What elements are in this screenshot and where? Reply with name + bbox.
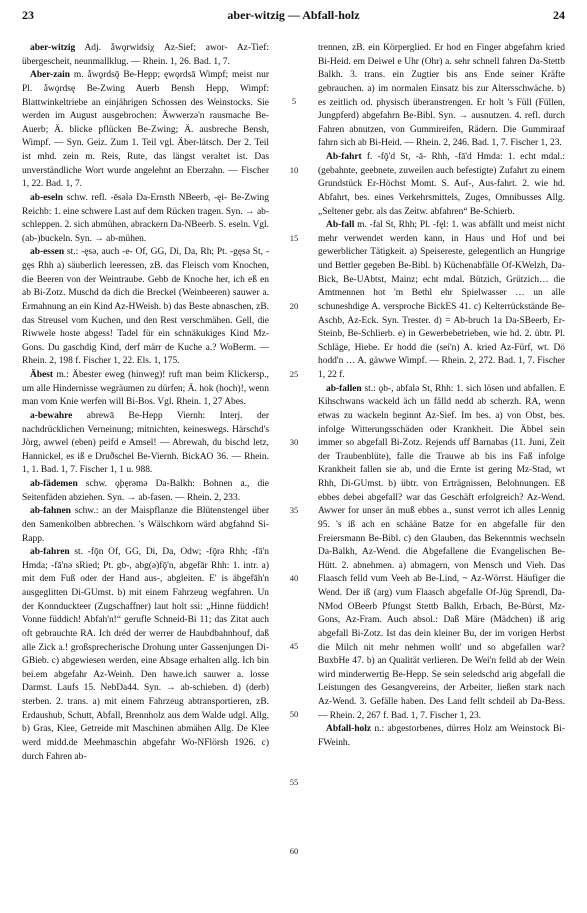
- entry-headword: ab-eseln: [30, 192, 64, 203]
- dictionary-entry: [22, 478, 269, 505]
- entry-body: st.: ǫb-, abfalǝ St, Rhh: 1. sich lösen und abfallen. E Kihschwans wackeld äch un fälld nedd ab scherzh. RA, wenn etwas zu wackeln beginnt Az-Sief. Im bes. a) von Obst, bes. infolge Witterungsschäden oder Krankheit. Die Äbbel sein immer so abgefall Bi-Zotz. Rejends uff Barnabas (11. Juni, Zeit der Traubenblüte), falle die Trauwe ab bis ins Faß infolge Krankheit fallen sie ab, und die Ernte ist gering Mz-Stad, wt Rhh, Di-GUmst. b) übtr. von Erträgnissen, Belohnungen. Eß ebbes debei abgefall? war das Geschäft erfolgreich? Az-Wend. Awwer for unser än muß ebbes a., sunst verrot ich alles Lennig 95. 's iß ach en schääne Batze for en abgefalle für den Freiersmann Be-Bibl. c) den Glauben, das Bekenntnis wechseln Da-Balkh, Az-Wend. die Abgefallene die Evangelischen Be-Hütt. 2. abnehmen. a) abmagern, von Mensch und Vieh. Das Flaasch felld vum Veeh ab Be-Lind, ~ Az-Wörrst. Häufiger die Wend. Der iß (arg) vum Flaasch abgefalle Of-Jüg Sprendl, Da-NMod OBeerb Pfungst Stettb Balkh, Erbach, Be-Bürst, Mz-Gons, Az-Fram. Auch absol.: Daß Märe (Mädchen) iß arig abgefall Bi-Zotz. Ist das dein kleiner Bu, der im vorigen Herbst die Milch nit mehr nehmen wollt' und so abgefallen war? BuxbHe 47. b) an Qualität verlieren. De Wei'n felld ab der Wein wird minderwertig Be-Hepp. Se sein seledschd arig abgefall die Leistungen des Gesangvereins, der Arbeiter, ließen stark nach Az-Wend. 3. Gefälle haben. Des Land fellt schdeil ab Da-Bess. — Rhein. 2, 267 f. Bad. 1, 7. Fischer 1, 23.: [318, 383, 565, 721]
- entry-body: m. -fal St, Rhh; Pl. -fęl: 1. was abfällt und meist nicht mehr verwendet werden kann, in Haus und Hof und bei gewerblicher Tätigkeit. a) Speisereste, gelegentlich an Hungrige und Bettler gegeben Be-Bibl. b) Küchenabfälle Of-KWelzh, Da-Bick, Be-UAbtst, Mainz; echt mdal. Bützich, Grützich… die Amtmennen hot 'm Bethl ehr Spielwasser … un alle schuneshdige A. versproche BickES 41. c) Kelterrückstände Be-Aschb, Az-Eck. Syn. Trester. d) = Ab-bruch 1a Da-SBeerb, Er-Steinb, Be-Schlierb. e) in Gewerbebetrieben, wie hd. 2. übtr. Pl. Schläge, Hiebe. Er hodd die (sei'n) A. kried Az-Fürf, wt. Dö hodd'n … A. gäwwe Wimpf. — Rhein. 2, 272. Bad. 1, 7. Fischer 1, 22 f.: [318, 220, 565, 380]
- entry-headword: Aber-zain: [30, 70, 71, 81]
- dictionary-entry: [22, 410, 269, 478]
- entry-body: st.: -ęsǝ, auch -e- Of, GG, Di, Da, Rh; Pt. -gęsǝ St, -gęs Rhh a) säuberlich leeressen, zB. das Fleisch vom Knochen, die Beeren von der Weintraube. Gebb de Knoche her, ich eß en ab Bi-Zotz. Muschd dǝ dich die Breckel (Weinbeeren) sauwer a. Ermahnung an ein Kind Az-HWeish. b) das Beste abnaschen, zB. das Streusel vom Kuchen, und den Rest verschmähen. Gell, die Riwwele hoste abgess! Tadel für ein schnäkukiges Kind Mz-Gons. Du gaschdig Kind, derf märr de Kuche a.? WoBerm. — Rhein. 2, 198 f. Fischer 1, 22. Els. 1, 175.: [22, 247, 269, 367]
- entry-headword: Äbest: [30, 370, 54, 380]
- entry-headword: ab-fahnen: [30, 506, 71, 517]
- left-column: [22, 42, 269, 902]
- dictionary-entry: [22, 505, 269, 546]
- dictionary-entry: [22, 546, 269, 764]
- dictionary-entry: [318, 723, 565, 750]
- entry-body: trennen, zB. ein Körperglied. Er hod en Finger abgefahrn kried Bi-Heid. em Deiwel e Uhr (Ohr) a. sehr schnell fahren Da-Stettb Balkh. 3. trans. ein Zugtier bis ans Ende seiner Kräfte gebrauchen. a) im normalen Einsatz bis zur Altersschwäche. b) es zeitlich od. physisch überanstrengen. Er holt 's Füll (Füllen, Jungpferd) abgefahrn Be-Bibl. Syn. → ausnutzen. 4. refl. durch Fahren abnutzen, von Gummireifen, Rädern. Die Gummiraaf fahrn sich ab Bi-Heid. — Rhein. 2, 246. Bad. 1, 7. Fischer 1, 23.: [318, 43, 565, 149]
- dictionary-entry: [22, 369, 269, 410]
- line-number: 45: [289, 641, 299, 652]
- dictionary-entry: [22, 192, 269, 247]
- entry-headword: Abfall-holz: [326, 724, 372, 735]
- dictionary-entry: [318, 383, 565, 724]
- line-number: 10: [289, 164, 299, 175]
- line-number: 60: [289, 845, 299, 856]
- entry-headword: Ab-fall: [326, 220, 355, 231]
- entry-body: st. -fǭn Of, GG, Di, Da, Odw; -fǭrǝ Rhh; -fā'n Hmda; -fā'nǝ sRied; Pt. gb-, abg(ǝ)fǭ'n, abgefār Rhh: 1. intr. a) mit dem Fuß oder der Hand aus-, abgleiten. E' is äbgefāh'n ausgeglitten Di-GUmst. b) mit einem Fahrzeug wegfahren. Un der Konnduckteer (Zugschaffner) laut holt ssi: „Hinne füddich! Vonne füddich! Abfah'n!“ gerufle Schneid-Bi 11; das Zitat auch oft gebrauchte RA. Ich dréd der werrer de Haubdbahnhouf, daß alle Zick a.! großsprecherische Drohung unter Gassenjungen Di-GBieb. c) abgewiesen werden, eine Absage erhalten allg. Ich bin bei.em abgefahr Az-Weinh. Den hawe.ich sauwer a. losse Darmst. Laufs 15. NebDa44. Syn. → ab-schieben. d) (derb) sterben. 2. trans. a) mit einem Fahrzeug abtransportieren, zB. Erdaushub, Schutt, Abfall, Brennholz aus dem Walde udgl. Allg. b) Gras, Klee, Getreide mit Maschinen abmähen Allg. De Klee werd midd.de Meehmaschin abgefahr Wo-NFlörsh 1926. c) durch Fahren ab-: [22, 547, 269, 762]
- line-number: 5: [291, 96, 297, 107]
- page-number-left: 23: [22, 8, 34, 22]
- entry-headword: a-bewahre: [30, 410, 73, 421]
- entry-headword: ab-fallen: [326, 383, 362, 394]
- dictionary-entry: [22, 246, 269, 369]
- entry-headword: ab-fädemen: [30, 479, 78, 489]
- line-number: 25: [289, 368, 299, 379]
- entry-body: schw.: an der Maispflanze die Blütenstengel über den Samenkolben abbrechen. 's Wälschkorn wärd abgfahnd Si-Rapp.: [22, 506, 269, 544]
- line-number: 15: [289, 232, 299, 243]
- entry-body: schw. refl. -ēsǝlǝ Da-Ernsth NBeerb, -ęi- Be-Zwing Reichb: 1. eine schwere Last auf dem Rücken tragen. Syn. → ab-schleppen. 2. sich abmühen, abrackern Da-NBeerb. S. eseln. Vgl. (ab-)buckeln. Syn. → ab-mühen.: [22, 192, 269, 244]
- line-number: 35: [289, 505, 299, 516]
- dictionary-entry: [22, 69, 269, 192]
- page-number-right: 24: [553, 8, 565, 22]
- entry-headword: Ab-fahrt: [326, 152, 362, 162]
- line-number: 20: [289, 300, 299, 311]
- entry-body: schw. ǫþęrǝmǝ Da-Balkh: Bohnen a., die Seitenfäden abziehen. Syn. → ab-fasen. — Rhein. 2, 233.: [22, 479, 269, 503]
- entry-headword: ab-essen: [30, 247, 65, 258]
- dictionary-entry: [318, 151, 565, 219]
- dictionary-entry: [318, 219, 565, 383]
- entry-headword: aber-witzig: [30, 43, 76, 53]
- line-number: 40: [289, 573, 299, 584]
- entry-body: m.: Äbester eweg (hinweg)! ruft man beim Klickersp., um alle Hindernisse wegräumen zu dürfen; Ä. hok (hoch)!, wenn man vom Knie werfen will Bi-Bos. Vgl. Rhein. 1, 27 Abes.: [22, 370, 269, 408]
- entry-body: m. ǡwǫrdsǭ Be-Hepp; ęwǫrdsā Wimpf; meist nur Pl. ǡwǫrdsę Be-Zwing Auerb Bensh Hepp, Wimpf: Blattwinkeltriebe an einjährigen Schossen des Weinstocks. Sie werden im August ausgebrochen: Äwwerzǝ'n rausmache Be-Auerb; Ä. blicke pflücken Be-Zwing; Ä. ausbreche Bensh, Wimpf. — Syn. Geiz. Zum 1. Teil vgl. Äber-lätsch. Der 2. Teil ist mhd. zein m. Reis, Rute, das längst veraltet ist. Das unverständliche Wort wurde angelehnt an Eberzahn. — Fischer 1, 22. Bad. 1, 7.: [22, 70, 269, 190]
- entry-headword: ab-fahren: [30, 547, 70, 558]
- entry-body: n.: abgestorbenes, dürres Holz am Weinstock Bi-FWeinh.: [318, 724, 565, 748]
- running-title: aber-witzig — Abfall-holz: [227, 8, 360, 22]
- entry-body: Adj. ǡwǫrwidsiχ Az-Sief; awor- Az-Tief: übergescheit, neunmallklug. — Rhein. 1, 26. Bad. 1, 7.: [22, 43, 269, 67]
- dictionary-entry: [22, 42, 269, 69]
- line-number: 50: [289, 709, 299, 720]
- line-number-gutter: [281, 42, 307, 902]
- line-number: 30: [289, 436, 299, 447]
- running-header: [22, 8, 565, 24]
- right-column: [318, 42, 565, 902]
- entry-body: f. -fǭ'd St, -ā- Rhh, -fā'd Hmda: 1. echt mdal.: (gebahnte, geebnete, zuweilen auch befestigte) Zufahrt zu einem Grundstück Er-Höchst Momt. S. Auf-, Aus-fahrt. 2. wie hd. Abfahrt, bes. eines Verkehrsmittels, Zuges, Omnibusses Allg. „Seltener gebr. als das Zeitw. abfahren“ Be-Schierb.: [318, 152, 565, 217]
- line-number: 55: [289, 777, 299, 788]
- entry-body: abrewā Be-Hepp Viernh: Interj. der nachdrücklichen Verneinung; mitnichten, keineswegs. Härschd's Jörg, awwel (eben) peifd e Amsel! — Abrewah, du bischd letz, Hannickel, es iß e Druðschel Be-Viernh. BickAO 36. — Rhein. 1, 1. Bad. 1, 7. Fischer 1, 1 u. 988.: [22, 410, 269, 476]
- dictionary-entry: [318, 42, 565, 151]
